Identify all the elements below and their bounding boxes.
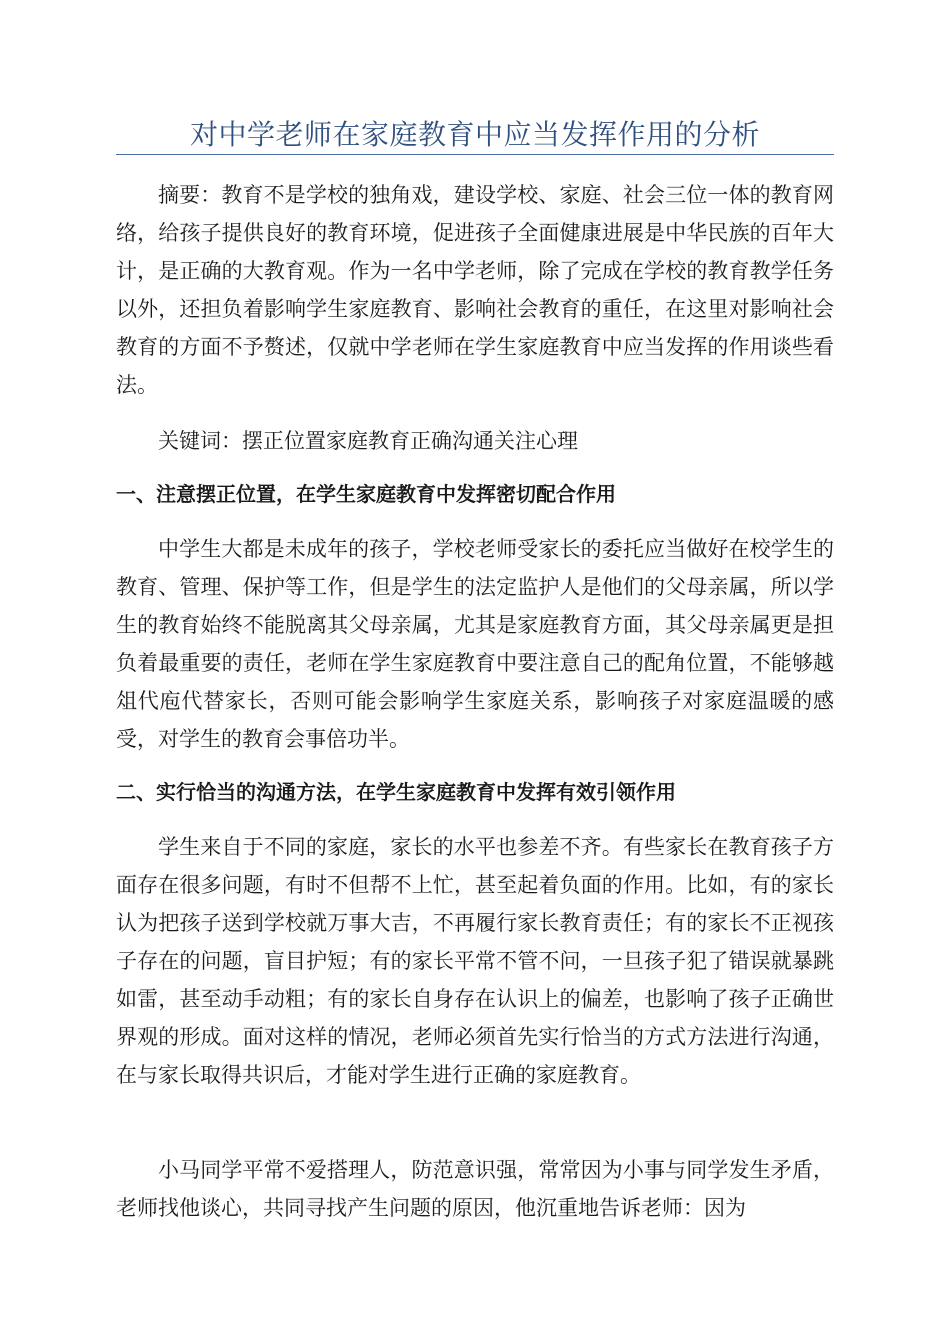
keywords-line: 关键词：摆正位置家庭教育正确沟通关注心理: [158, 429, 578, 453]
title-underline: [116, 154, 834, 155]
document-title: 对中学老师在家庭教育中应当发挥作用的分析: [189, 118, 760, 151]
section-2-paragraph-2: 小马同学平常不爱搭理人，防范意识强，常常因为小事与同学发生矛盾，老师找他谈心，共同寻找产生问题的原因，他沉重地告诉老师：因为: [116, 1158, 834, 1220]
section-2-heading: 二、实行恰当的沟通方法，在学生家庭教育中发挥有效引领作用: [116, 780, 676, 804]
abstract-paragraph: 摘要：教育不是学校的独角戏，建设学校、家庭、社会三位一体的教育网络，给孩子提供良好的教育环境，促进孩子全面健康进展是中华民族的百年大计，是正确的大教育观。作为一名中学老师，除了完成在学校的教育教学任务以外，还担负着影响学生家庭教育、影响社会教育的重任，在这里对影响社会教育的方面不予赘述，仅就中学老师在学生家庭教育中应当发挥的作用谈些看法。: [116, 183, 834, 397]
section-1-heading: 一、注意摆正位置，在学生家庭教育中发挥密切配合作用: [116, 482, 616, 506]
section-2-paragraph-1: 学生来自于不同的家庭，家长的水平也参差不齐。有些家长在教育孩子方面存在很多问题，有时不但帮不上忙，甚至起着负面的作用。比如，有的家长认为把孩子送到学校就万事大吉，不再履行家长教育责任；有的家长不正视孩子存在的问题，盲目护短；有的家长平常不管不问，一旦孩子犯了错误就暴跳如雷，甚至动手动粗；有的家长自身存在认识上的偏差，也影响了孩子正确世界观的形成。面对这样的情况，老师必须首先实行恰当的方式方法进行沟通，在与家长取得共识后，才能对学生进行正确的家庭教育。: [116, 835, 834, 1087]
section-1-paragraph: 中学生大都是未成年的孩子，学校老师受家长的委托应当做好在校学生的教育、管理、保护等工作，但是学生的法定监护人是他们的父母亲属，所以学生的教育始终不能脱离其父母亲属，尤其是家庭教育方面，其父母亲属更是担负着最重要的责任，老师在学生家庭教育中要注意自己的配角位置，不能够越俎代庖代替家长，否则可能会影响学生家庭关系，影响孩子对家庭温暖的感受，对学生的教育会事倍功半。: [116, 537, 834, 751]
